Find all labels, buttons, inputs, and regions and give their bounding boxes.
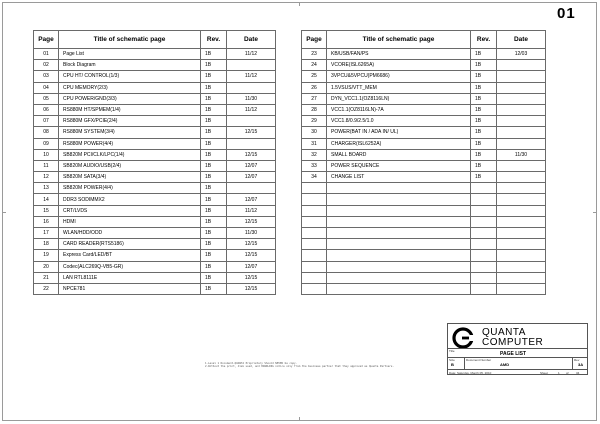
cell-page: 25 <box>302 71 327 82</box>
cell-date: 12/07 <box>227 160 276 171</box>
cell-rev: 1B <box>201 283 227 294</box>
table-row <box>302 104 546 115</box>
cell-date: 12/15 <box>227 216 276 227</box>
table-row <box>34 205 276 216</box>
cell-rev: 1B <box>201 93 227 104</box>
cell-title: DYN_VCC1.1(OZ8116LN) <box>327 93 471 104</box>
table-row <box>34 261 276 272</box>
cell-rev: 1B <box>471 93 497 104</box>
cell-rev: 1B <box>471 138 497 149</box>
cell-date <box>227 116 276 127</box>
cell-date <box>497 261 546 272</box>
table-header-row <box>302 31 546 49</box>
table-row <box>34 93 276 104</box>
col-header-page: Page <box>34 31 59 49</box>
legal-notes <box>205 362 394 369</box>
cell-page: 16 <box>34 216 59 227</box>
col-header-date: Date <box>227 31 276 49</box>
cell-title: VCC1.1(OZ8116LN)-7A <box>327 104 471 115</box>
cell-rev: 1B <box>201 194 227 205</box>
table-row <box>302 93 546 104</box>
title-block <box>447 323 588 375</box>
cell-date <box>497 60 546 71</box>
cell-page <box>302 239 327 250</box>
col-header-title: Title of schematic page <box>327 31 471 49</box>
legal-note-1: 1.Level 1 Document-QUANTA Proprietary Should NEVER be copy. <box>205 362 298 365</box>
cell-date <box>497 116 546 127</box>
cell-page: 17 <box>34 228 59 239</box>
cell-rev <box>471 250 497 261</box>
table-row <box>302 250 546 261</box>
cell-date: 11/12 <box>227 205 276 216</box>
cell-date <box>227 183 276 194</box>
table-row <box>34 160 276 171</box>
page-list-table-right <box>301 30 546 295</box>
rev-divider <box>572 357 573 369</box>
cell-page: 12 <box>34 172 59 183</box>
col-header-date: Date <box>497 31 546 49</box>
cell-page: 09 <box>34 138 59 149</box>
title-label: Title <box>449 349 455 353</box>
rev-label: Rev <box>574 358 580 362</box>
cell-title: CPU MEMORY(2/3) <box>59 82 201 93</box>
cell-date <box>497 205 546 216</box>
cell-page: 05 <box>34 93 59 104</box>
table-row <box>34 272 276 283</box>
cell-title: RS880M GFX/PCIE(2/4) <box>59 116 201 127</box>
cell-title: POWER(BAT IN / ADA IN/ UL) <box>327 127 471 138</box>
size-value: B <box>451 362 454 367</box>
cell-page: 04 <box>34 82 59 93</box>
date-value: Saturday, March 05, 2010 <box>457 371 492 375</box>
cell-title <box>327 261 471 272</box>
cell-date: 12/07 <box>227 172 276 183</box>
cell-rev: 1B <box>471 172 497 183</box>
cell-title <box>327 183 471 194</box>
table-row <box>34 60 276 71</box>
table-row <box>34 127 276 138</box>
cell-title: VCC1.8/0.9/2.5/1.0 <box>327 116 471 127</box>
cell-page: 08 <box>34 127 59 138</box>
cell-rev <box>471 272 497 283</box>
cell-date: 11/30 <box>497 149 546 160</box>
cell-title <box>327 205 471 216</box>
cell-rev: 1B <box>201 82 227 93</box>
col-header-rev: Rev. <box>471 31 497 49</box>
cell-page: 21 <box>34 272 59 283</box>
cell-rev: 1B <box>201 216 227 227</box>
cell-page: 02 <box>34 60 59 71</box>
of-label: of <box>566 371 569 375</box>
cell-title: SB820M POWER(4/4) <box>59 183 201 194</box>
border-tick-left <box>2 212 6 213</box>
table-row <box>34 82 276 93</box>
cell-date <box>497 138 546 149</box>
rev-value: 3A <box>578 362 584 367</box>
table-row <box>302 205 546 216</box>
table-row <box>34 172 276 183</box>
cell-date <box>497 172 546 183</box>
cell-title: SMALL BOARD <box>327 149 471 160</box>
cell-title <box>327 228 471 239</box>
cell-title: CARD READER(RTS5186) <box>59 239 201 250</box>
cell-title: SB820M PCI/CLK/LPC(1/4) <box>59 149 201 160</box>
cell-page: 24 <box>302 60 327 71</box>
cell-title: SB820M SATA(3/4) <box>59 172 201 183</box>
cell-page: 30 <box>302 127 327 138</box>
cell-title: NPCE781 <box>59 283 201 294</box>
cell-page: 15 <box>34 205 59 216</box>
cell-date <box>497 283 546 294</box>
cell-page <box>302 283 327 294</box>
cell-title: Page List <box>59 49 201 60</box>
cell-rev <box>471 261 497 272</box>
cell-date <box>497 183 546 194</box>
cell-date: 12/07 <box>227 194 276 205</box>
table-header-row <box>34 31 276 49</box>
table-row <box>34 228 276 239</box>
table-row <box>34 71 276 82</box>
table-row <box>34 216 276 227</box>
table-row <box>302 283 546 294</box>
date-row <box>448 369 587 376</box>
cell-rev: 1B <box>471 71 497 82</box>
cell-rev: 1B <box>201 127 227 138</box>
cell-rev: 1B <box>201 250 227 261</box>
cell-page <box>302 183 327 194</box>
cell-title: CRT/LVDS <box>59 205 201 216</box>
cell-rev: 1B <box>201 104 227 115</box>
table-row <box>302 272 546 283</box>
cell-title: Codec(ALC269Q-VB5-GR) <box>59 261 201 272</box>
of-value: 34 <box>576 371 580 375</box>
border-tick-right <box>593 212 597 213</box>
table-row <box>302 216 546 227</box>
cell-date: 11/30 <box>227 228 276 239</box>
cell-title <box>327 250 471 261</box>
cell-rev: 1B <box>201 183 227 194</box>
cell-date: 12/07 <box>227 261 276 272</box>
cell-title <box>327 239 471 250</box>
cell-page: 26 <box>302 82 327 93</box>
border-tick-bottom <box>299 417 300 421</box>
table-row <box>302 194 546 205</box>
cell-title: CPU POWER/GND(3/3) <box>59 93 201 104</box>
cell-date <box>497 93 546 104</box>
cell-page: 18 <box>34 239 59 250</box>
cell-rev <box>471 228 497 239</box>
table-row <box>302 239 546 250</box>
col-header-page: Page <box>302 31 327 49</box>
cell-title <box>327 194 471 205</box>
cell-rev: 1B <box>201 138 227 149</box>
cell-rev <box>471 194 497 205</box>
cell-date: 12/15 <box>227 250 276 261</box>
cell-rev: 1B <box>471 149 497 160</box>
table-row <box>302 228 546 239</box>
cell-rev <box>471 183 497 194</box>
table-row <box>302 82 546 93</box>
cell-title: WLAN/HDD/ODD <box>59 228 201 239</box>
table-row <box>34 239 276 250</box>
table-row <box>302 127 546 138</box>
cell-date <box>497 104 546 115</box>
cell-date <box>497 194 546 205</box>
cell-rev: 1B <box>471 160 497 171</box>
cell-page: 31 <box>302 138 327 149</box>
cell-rev: 1B <box>471 82 497 93</box>
table-row <box>34 183 276 194</box>
cell-title: 3VPCU&5VPCU(PM6686) <box>327 71 471 82</box>
cell-date <box>497 250 546 261</box>
brand-name-line2: COMPUTER <box>482 337 544 348</box>
cell-rev <box>471 205 497 216</box>
cell-date <box>497 71 546 82</box>
cell-rev: 1B <box>471 127 497 138</box>
cell-title: DDR3 SODIMMX2 <box>59 194 201 205</box>
cell-page: 27 <box>302 93 327 104</box>
cell-rev: 1B <box>201 228 227 239</box>
sheet-value: 1 <box>558 371 560 375</box>
table-row <box>302 261 546 272</box>
cell-rev: 1B <box>471 60 497 71</box>
table-row <box>302 160 546 171</box>
table-row <box>302 49 546 60</box>
table-row <box>302 149 546 160</box>
border-tick-top <box>299 2 300 6</box>
cell-rev: 1B <box>471 116 497 127</box>
table-row <box>34 116 276 127</box>
cell-title: KB/USB/FAN/PS <box>327 49 471 60</box>
cell-date: 12/15 <box>227 272 276 283</box>
cell-page: 22 <box>34 283 59 294</box>
cell-page: 23 <box>302 49 327 60</box>
cell-date <box>497 239 546 250</box>
cell-page: 34 <box>302 172 327 183</box>
cell-date <box>497 228 546 239</box>
cell-title <box>327 272 471 283</box>
cell-rev: 1B <box>471 104 497 115</box>
cell-rev: 1B <box>201 160 227 171</box>
cell-date: 12/15 <box>227 239 276 250</box>
cell-page <box>302 250 327 261</box>
cell-rev: 1B <box>201 205 227 216</box>
cell-date: 11/12 <box>227 71 276 82</box>
cell-title: SB820M AUDIO/USB(2/4) <box>59 160 201 171</box>
cell-page: 06 <box>34 104 59 115</box>
title-value: PAGE LIST <box>500 351 527 357</box>
col-header-title: Title of schematic page <box>59 31 201 49</box>
cell-title <box>327 216 471 227</box>
cell-page: 14 <box>34 194 59 205</box>
cell-page <box>302 228 327 239</box>
cell-page: 10 <box>34 149 59 160</box>
cell-date <box>497 272 546 283</box>
table-row <box>34 283 276 294</box>
cell-rev: 1B <box>471 49 497 60</box>
cell-page: 20 <box>34 261 59 272</box>
cell-date <box>497 127 546 138</box>
cell-page: 13 <box>34 183 59 194</box>
cell-title: RS880M SYSTEM(3/4) <box>59 127 201 138</box>
table-row <box>34 250 276 261</box>
legal-note-2: 2.Without the print, disk used, and HANDLING notice only from the business partner that they approved as Quanta Partners. <box>205 365 394 369</box>
brand-name-line1: QUANTA <box>482 327 526 338</box>
cell-page <box>302 205 327 216</box>
table-row <box>302 172 546 183</box>
table-row <box>34 138 276 149</box>
cell-title: RS880M HT/SPMEM(1/4) <box>59 104 201 115</box>
cell-date: 12/03 <box>497 49 546 60</box>
document-number-label: Document Number <box>466 358 492 362</box>
cell-date <box>227 138 276 149</box>
cell-title: VCORE(ISL6265A) <box>327 60 471 71</box>
cell-title: CPU HT/ CONTROL(1/3) <box>59 71 201 82</box>
cell-rev: 1B <box>201 261 227 272</box>
cell-page: 03 <box>34 71 59 82</box>
cell-date <box>497 216 546 227</box>
cell-rev: 1B <box>201 116 227 127</box>
table-row <box>34 194 276 205</box>
cell-title: POWER SEQUENCE <box>327 160 471 171</box>
page-list-table-left <box>33 30 276 295</box>
cell-page: 33 <box>302 160 327 171</box>
cell-page: 32 <box>302 149 327 160</box>
cell-rev: 1B <box>201 272 227 283</box>
col-header-rev: Rev. <box>201 31 227 49</box>
size-divider <box>464 357 465 369</box>
cell-title: LAN RTL8111E <box>59 272 201 283</box>
cell-date: 11/30 <box>227 93 276 104</box>
cell-title: Express Card/LED/BT <box>59 250 201 261</box>
cell-page: 19 <box>34 250 59 261</box>
cell-title <box>327 283 471 294</box>
cell-rev: 1B <box>201 172 227 183</box>
cell-date <box>497 82 546 93</box>
cell-date: 12/15 <box>227 149 276 160</box>
cell-rev <box>471 283 497 294</box>
cell-title: Block Diagram <box>59 60 201 71</box>
cell-title: RS880M POWER(4/4) <box>59 138 201 149</box>
cell-page <box>302 261 327 272</box>
table-row <box>302 183 546 194</box>
date-label: Date: <box>449 371 457 375</box>
cell-date: 11/12 <box>227 49 276 60</box>
cell-page: 01 <box>34 49 59 60</box>
cell-page <box>302 216 327 227</box>
cell-title: CHARGER(ISL6252A) <box>327 138 471 149</box>
cell-title: 1.5VSUS/VTT_MEM <box>327 82 471 93</box>
cell-page <box>302 194 327 205</box>
table-row <box>34 49 276 60</box>
cell-date: 12/15 <box>227 283 276 294</box>
cell-date: 12/15 <box>227 127 276 138</box>
cell-page: 29 <box>302 116 327 127</box>
cell-page: 28 <box>302 104 327 115</box>
table-row <box>302 71 546 82</box>
table-row <box>302 116 546 127</box>
cell-page: 11 <box>34 160 59 171</box>
sheet-number: 01 <box>557 5 576 22</box>
table-row <box>34 104 276 115</box>
table-row <box>302 138 546 149</box>
cell-rev: 1B <box>201 49 227 60</box>
cell-rev: 1B <box>201 149 227 160</box>
cell-date: 11/12 <box>227 104 276 115</box>
cell-title: CHANGE LIST <box>327 172 471 183</box>
cell-date <box>497 160 546 171</box>
cell-rev: 1B <box>201 239 227 250</box>
sheet-label: Sheet <box>540 371 548 375</box>
cell-date <box>227 60 276 71</box>
table-row <box>302 60 546 71</box>
document-number-value: AMD <box>500 362 510 367</box>
table-row <box>34 149 276 160</box>
cell-page: 07 <box>34 116 59 127</box>
cell-page <box>302 272 327 283</box>
size-label: Size <box>449 358 455 362</box>
quanta-logo-icon <box>452 327 474 349</box>
cell-rev <box>471 216 497 227</box>
cell-rev: 1B <box>201 60 227 71</box>
cell-date <box>227 82 276 93</box>
cell-rev: 1B <box>201 71 227 82</box>
cell-rev <box>471 239 497 250</box>
cell-title: HDMI <box>59 216 201 227</box>
